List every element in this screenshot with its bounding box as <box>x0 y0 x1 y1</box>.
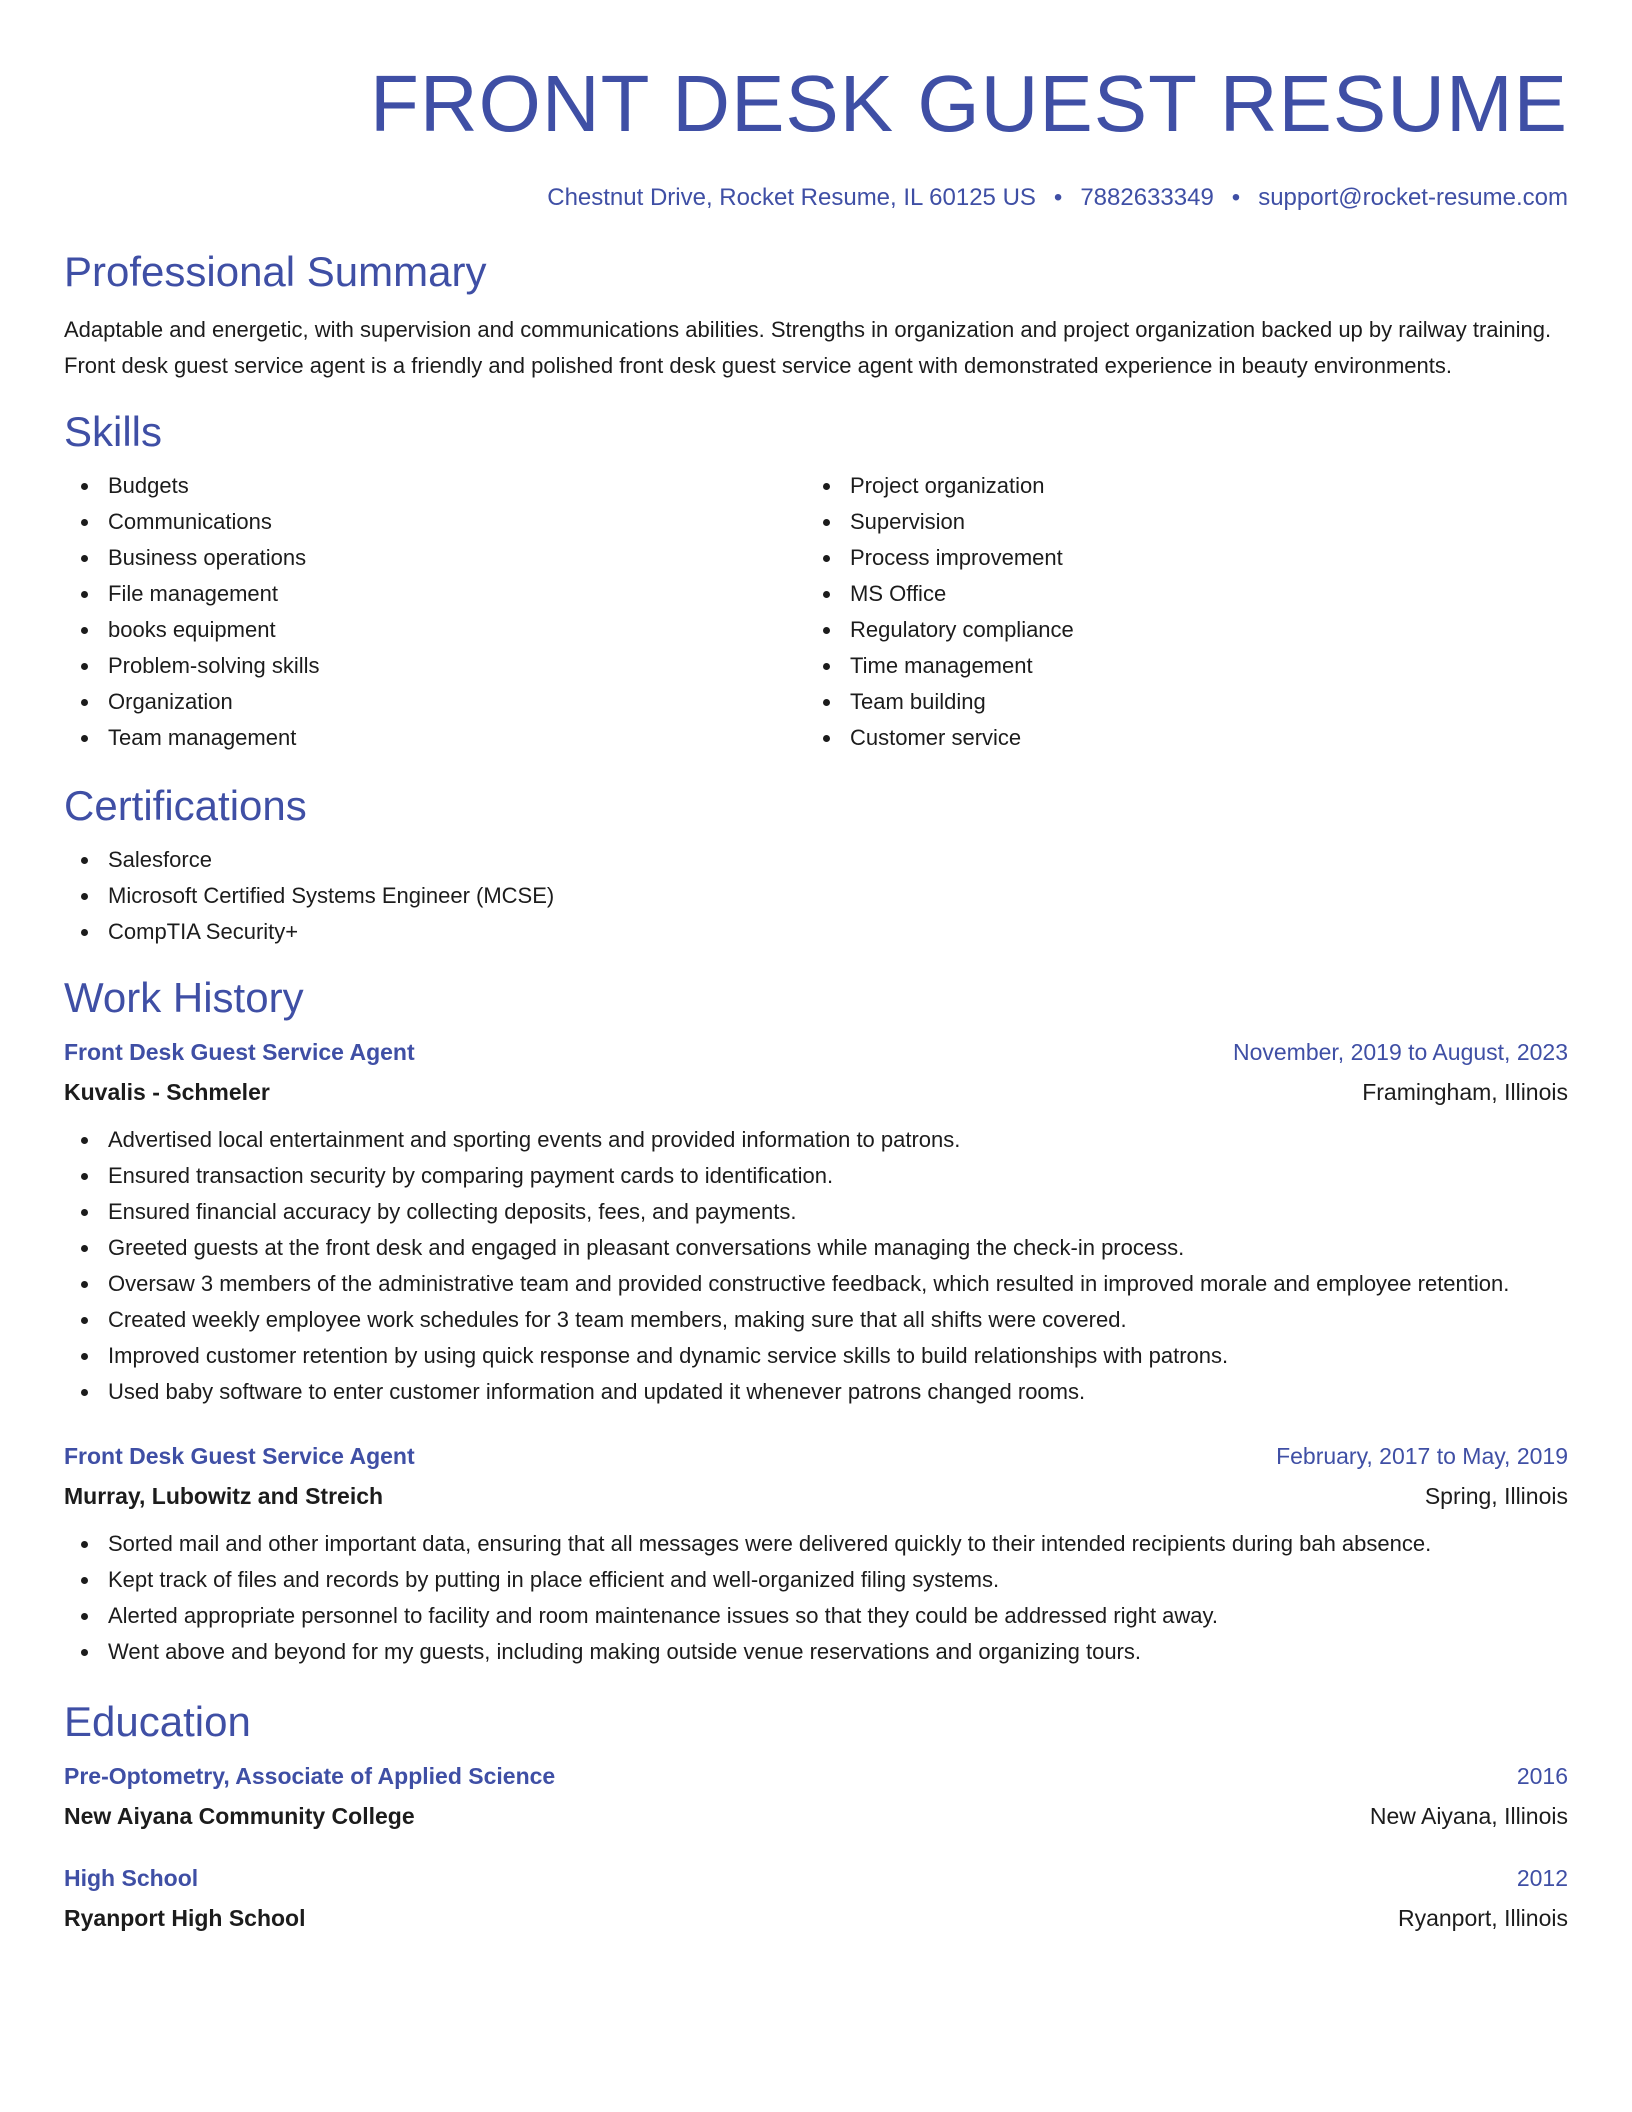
education-entry <box>64 1760 1568 1832</box>
job-header <box>64 1036 1568 1068</box>
job-entry <box>64 1440 1568 1670</box>
contact-line <box>64 184 1568 212</box>
job-location: Spring, Illinois <box>1424 1483 1568 1509</box>
skill-item: Supervision <box>806 504 1548 540</box>
skills-list <box>64 468 1568 756</box>
job-duty: Alerted appropriate personnel to facility and room maintenance issues so that they could be addressed right away. <box>64 1598 1568 1634</box>
resume-title: FRONT DESK GUEST RESUME <box>370 59 1568 148</box>
job-duty: Greeted guests at the front desk and engaged in pleasant conversations while managing the check-in process. <box>64 1230 1568 1266</box>
skills-column-left <box>64 468 806 756</box>
job-subheader <box>64 1480 1568 1512</box>
certification-item: CompTIA Security+ <box>64 914 1568 950</box>
skills-column-right <box>806 468 1548 756</box>
job-dates: November, 2019 to August, 2023 <box>1232 1039 1568 1065</box>
skill-item: MS Office <box>806 576 1548 612</box>
job-duty: Created weekly employee work schedules for 3 team members, making sure that all shifts were covered. <box>64 1302 1568 1338</box>
skill-item: Team management <box>64 720 806 756</box>
skill-item: Regulatory compliance <box>806 612 1548 648</box>
job-duty: Sorted mail and other important data, ensuring that all messages were delivered quickly to their intended recipients during bah absence. <box>64 1526 1568 1562</box>
separator: • <box>1231 184 1241 211</box>
company-name: Murray, Lubowitz and Streich <box>64 1483 384 1509</box>
job-duty: Went above and beyond for my guests, including making outside venue reservations and organizing tours. <box>64 1634 1568 1670</box>
job-duty: Kept track of files and records by putting in place efficient and well-organized filing systems. <box>64 1562 1568 1598</box>
work-history-heading: Work History <box>64 974 304 1021</box>
education-header <box>64 1760 1568 1792</box>
education-entry <box>64 1862 1568 1934</box>
job-duty: Ensured financial accuracy by collecting deposits, fees, and payments. <box>64 1194 1568 1230</box>
skill-item: Business operations <box>64 540 806 576</box>
education-subheader <box>64 1800 1568 1832</box>
job-subheader <box>64 1076 1568 1108</box>
certifications-heading: Certifications <box>64 782 307 829</box>
skill-item: Budgets <box>64 468 806 504</box>
skill-item: Organization <box>64 684 806 720</box>
job-title: Front Desk Guest Service Agent <box>64 1443 415 1469</box>
job-duties-list <box>64 1122 1568 1410</box>
address: Chestnut Drive, Rocket Resume, IL 60125 US <box>547 184 1036 211</box>
graduation-year: 2016 <box>1516 1763 1568 1789</box>
skill-item: Project organization <box>806 468 1548 504</box>
job-title: Front Desk Guest Service Agent <box>64 1039 415 1065</box>
school-location: New Aiyana, Illinois <box>1369 1803 1568 1829</box>
skill-item: Communications <box>64 504 806 540</box>
company-name: Kuvalis - Schmeler <box>64 1079 270 1105</box>
job-location: Framingham, Illinois <box>1362 1079 1568 1105</box>
skill-item: Problem-solving skills <box>64 648 806 684</box>
job-duty: Improved customer retention by using quick response and dynamic service skills to build relationships with patrons. <box>64 1338 1568 1374</box>
skill-item: Process improvement <box>806 540 1548 576</box>
summary-heading: Professional Summary <box>64 248 487 295</box>
school-name: Ryanport High School <box>64 1905 306 1931</box>
skill-item: Customer service <box>806 720 1548 756</box>
skill-item: Team building <box>806 684 1548 720</box>
job-entry <box>64 1036 1568 1410</box>
degree: Pre-Optometry, Associate of Applied Science <box>64 1763 556 1789</box>
job-duties-list <box>64 1526 1568 1670</box>
job-duty: Oversaw 3 members of the administrative team and provided constructive feedback, which resulted in improved morale and employee retention. <box>64 1266 1568 1302</box>
summary-text: Adaptable and energetic, with supervision and communications abilities. Strengths in organization and project organization backed up by railway training. Front desk guest service agent is a friendly and polished front desk guest service agent with demonstrated experience in beauty environments. <box>64 317 1552 378</box>
skills-heading: Skills <box>64 408 163 455</box>
certifications-list <box>64 842 1568 950</box>
job-header <box>64 1440 1568 1472</box>
education-heading: Education <box>64 1698 251 1745</box>
job-duty: Ensured transaction security by comparing payment cards to identification. <box>64 1158 1568 1194</box>
school-location: Ryanport, Illinois <box>1397 1905 1568 1931</box>
certification-item: Microsoft Certified Systems Engineer (MCSE) <box>64 878 1568 914</box>
school-name: New Aiyana Community College <box>64 1803 415 1829</box>
skill-item: File management <box>64 576 806 612</box>
separator: • <box>1053 184 1063 211</box>
education-header <box>64 1862 1568 1894</box>
degree: High School <box>64 1865 199 1891</box>
email-link[interactable]: support@rocket-resume.com <box>1258 184 1568 211</box>
job-dates: February, 2017 to May, 2019 <box>1276 1443 1568 1469</box>
education-subheader <box>64 1902 1568 1934</box>
job-duty: Used baby software to enter customer information and updated it whenever patrons changed rooms. <box>64 1374 1568 1410</box>
phone: 7882633349 <box>1080 184 1214 211</box>
graduation-year: 2012 <box>1516 1865 1568 1891</box>
skill-item: books equipment <box>64 612 806 648</box>
skill-item: Time management <box>806 648 1548 684</box>
job-duty: Advertised local entertainment and sporting events and provided information to patrons. <box>64 1122 1568 1158</box>
certification-item: Salesforce <box>64 842 1568 878</box>
